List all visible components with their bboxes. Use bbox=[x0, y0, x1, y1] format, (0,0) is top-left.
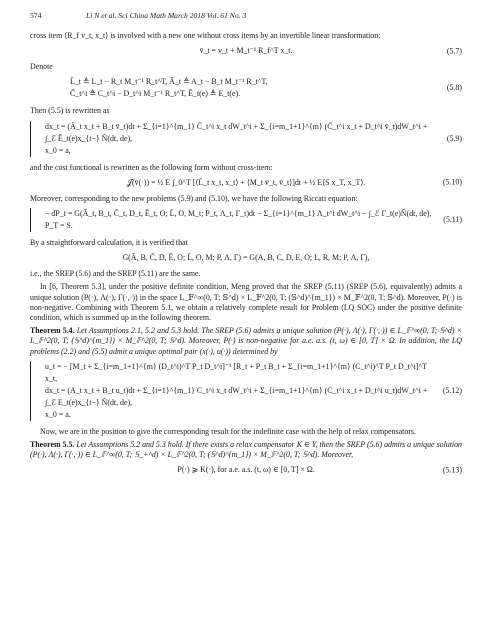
theorem-5-5 bbox=[30, 440, 462, 460]
running-header bbox=[30, 11, 461, 23]
paragraph-indefinite: Now, we are in the position to give the corresponding result for the indefinite case with the help of relax compensators. bbox=[40, 426, 416, 436]
paragraph-then: Then (5.5) is rewritten as bbox=[30, 106, 110, 116]
equation-5-7-number: (5.7) bbox=[446, 46, 462, 56]
theorem-5-4-body: Let Assumptions 2.1, 5.2 and 5.3 hold. The SREP (5.6) admits a unique solution (P(·), Λ(·), Γ(·,·)) ∈ L_𝔽^∞(0, T; 𝕊^d) × L_𝔽^2(0, T; (𝕊^d)^{m_1}) × M_𝔽^2(0, T; 𝕊^d). Moreover, P(·) is non-negative for a.e. a.s. (t, ω) ∈ [0, T] × Ω. In addition, the LQ problems (2.2) and (5.5) admit a unique optimal pair (x(·), u(·)) determined by bbox=[30, 326, 462, 356]
equation-5-13 bbox=[30, 464, 462, 475]
equation-5-8 bbox=[30, 76, 462, 100]
equation-5-9-line-1: dx_t = (Ā_t x_t + B_t v̄_t)dt + Σ_{i=1}^{m_1} C̄_t^i x_t dW_t^i + Σ_{i=m_1+1}^{m} (C̄_t^i x_t + D_t^i v̄_t)dW_t^i + ∫_ℰ Ē_t(e)x_{t−} Ñ(dt, de), bbox=[45, 121, 428, 143]
paragraph-cross-item: cross item ⟨R_f v_t, x_t⟩ is involved with a new one without cross items by an invertible linear transformation: bbox=[30, 31, 381, 40]
equation-5-9-number: (5.9) bbox=[446, 133, 462, 143]
equation-5-11-line-2: P_T = S. bbox=[45, 221, 73, 231]
page-number: 574 bbox=[30, 11, 42, 20]
paragraph-meng: In [6, Theorem 5.3], under the positive definite condition, Meng proved that the SREP (5.11) (SREP (5.6), equivalently) admits a unique solution (P(·), Λ(·), Γ(·,·)) in the space L_𝔽^∞(0, T; 𝕊^d) × L_𝔽^2(0, T; (𝕊^d)^{m_1}) × M_𝔽^2(0, T; 𝕊^d). Moreover, P(·) is non-negative. Combining with Theorem 5.1, we obtain a relatively complete result for Problem (LQ SOC) under the positive definite condition, which is summed up in the following theorem. bbox=[30, 282, 462, 323]
equation-g-identity bbox=[30, 252, 462, 263]
equation-5-8-line-2: C̄_t^i ≜ C_t^i − D_t^i M_t⁻¹ R_t^T, Ē_t(e) ≜ E_t(e). bbox=[70, 89, 241, 99]
equation-5-8-number: (5.8) bbox=[446, 83, 462, 93]
paragraph-denote: Denote bbox=[30, 62, 53, 72]
running-title: Li N et al. Sci China Math March 2018 Vol. 61 No. 3 bbox=[86, 11, 247, 20]
equation-5-13-body: P(·) ⩾ K(·), for a.e. a.s. (t, ω) ∈ [0, T] × Ω. bbox=[177, 465, 315, 475]
equation-5-12-line-2: dx_t = (A_t x_t + B_t u_t)dt + Σ_{i=1}^{m_1} C_t^i x_t dW_t^i + Σ_{i=m_1+1}^{m} (C_t^i x_t + D_t^i u_t)dW_t^i + ∫_ℰ E_t(e)x_{t−} Ñ(dt, de), bbox=[45, 385, 428, 407]
paragraph-riccati: Moreover, corresponding to the new problems (5.9) and (5.10), we have the following Riccati equation: bbox=[30, 193, 358, 203]
equation-5-12-line-1: u_t = − [M_t + Σ_{i=m_1+1}^{m} (D_t^i)^T P_t D_t^i]⁻¹ [R_t + P_t B_t + Σ_{i=m_1+1}^{m} (C_t^i)^T P_t D_t^i]^T x_t, bbox=[45, 361, 427, 383]
theorem-5-4 bbox=[30, 326, 462, 357]
equation-g-identity-body: G(Ā, B, C̄, D, Ē, O; L̄, O, M; P, Λ, Γ) = G(A, B, C, D, E, O; L, R, M; P, Λ, Γ), bbox=[122, 253, 370, 263]
paragraph-same: i.e., the SREP (5.6) and the SREP (5.11) are the same. bbox=[30, 269, 201, 279]
equation-5-11-number: (5.11) bbox=[443, 215, 462, 225]
equation-5-9 bbox=[30, 121, 462, 157]
theorem-5-5-body: Let Assumptions 5.2 and 5.3 hold. If there exists a relax compensator K ∈ Υ, then the SREP (5.6) admits a unique solution (P(·), Λ(·), Γ(·,·)) ∈ L_𝔽^∞(0, T; 𝕊_+^d) × L_𝔽^2(0, T; (𝕊^d)^{m_1}) × M_𝔽^2(0, T; 𝕊^d). Moreover, bbox=[30, 440, 462, 460]
paper-body bbox=[30, 31, 462, 481]
equation-5-7-body: v̄_t = v_t + M_t⁻¹ R_f^T x_t. bbox=[199, 46, 293, 56]
equation-5-10-body: 𝒥(v̄(·)) = ½ E ∫_0^T [⟨L̄_t x_t, x_t⟩ + ⟨M_t v̄_t, v̄_t⟩]dt + ½ E⟨S x_T, x_T⟩. bbox=[126, 177, 366, 187]
equation-5-11 bbox=[30, 208, 462, 232]
equation-5-12 bbox=[30, 361, 462, 421]
theorem-5-4-label: Theorem 5.4. bbox=[30, 326, 75, 336]
equation-5-10 bbox=[30, 177, 462, 188]
equation-5-11-line-1: − dP_t = G(Ā_t, B_t, C̄_t, D_t, Ē_t, O; L̄, O, M_t; P_t, Λ_t, Γ_t)dt − Σ_{i=1}^{m_1} Λ_t^i dW_t^i − ∫_ℰ Γ_t(e)Ñ(dt, de), bbox=[45, 209, 432, 219]
equation-5-13-number: (5.13) bbox=[442, 465, 462, 475]
equation-5-8-line-1: L̄_t ≜ L_t − R_t M_t⁻¹ R_t^T, Ā_t ≜ A_t − B_t M_t⁻¹ R_t^T, bbox=[70, 77, 268, 87]
paragraph-calculation: By a straightforward calculation, it is verified that bbox=[30, 238, 188, 248]
equation-5-9-line-2: x_0 = a, bbox=[45, 145, 71, 155]
equation-5-12-line-3: x_0 = a. bbox=[45, 409, 71, 419]
theorem-5-5-label: Theorem 5.5. bbox=[30, 440, 75, 450]
equation-5-12-number: (5.12) bbox=[442, 385, 462, 395]
paragraph-cost-functional: and the cost functional is rewritten as the following form without cross-item: bbox=[30, 162, 273, 172]
equation-5-10-number: (5.10) bbox=[442, 177, 462, 187]
equation-5-7 bbox=[30, 45, 462, 56]
